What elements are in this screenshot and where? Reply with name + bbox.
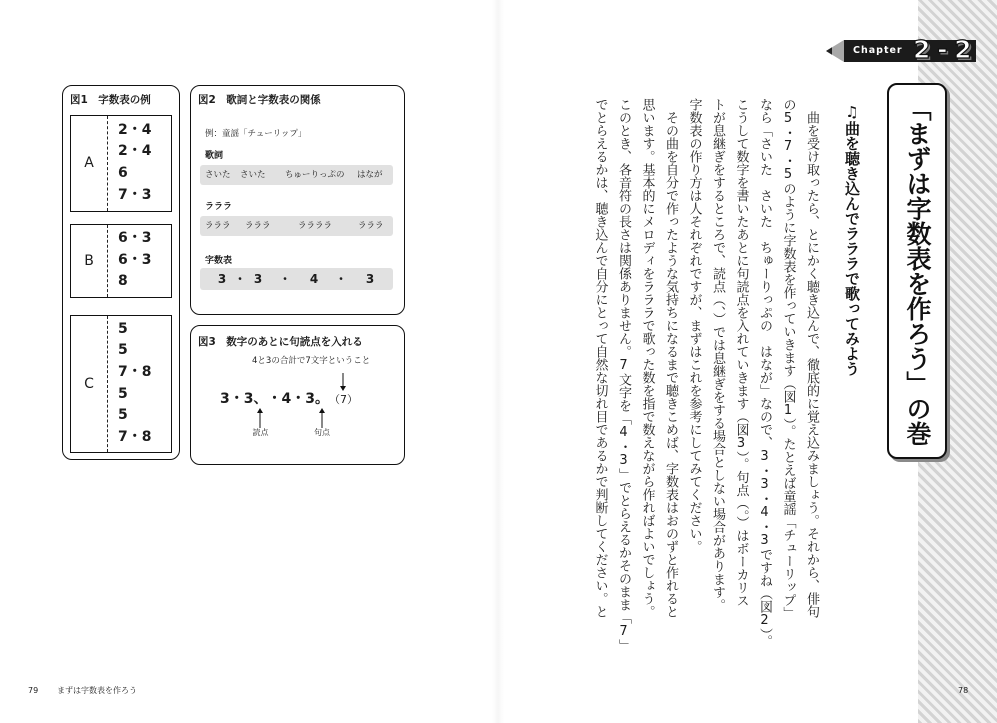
- total-note: 4と3の合計で7文字ということ: [252, 356, 371, 366]
- dashed-divider: [107, 316, 108, 452]
- figure-3-title: 図3 数字のあとに句読点を入れる: [198, 336, 363, 348]
- count-line: 7・8: [118, 363, 152, 380]
- count-number: 4: [309, 271, 319, 286]
- body-line: このとき、各音符の長さは関係ありません。7文字を「4・3」でとらえるかそのまま「7」: [616, 98, 631, 652]
- lalala-label: ラララ: [205, 202, 233, 212]
- period-mark: [313, 390, 330, 437]
- comma-label: 読点: [252, 428, 269, 437]
- lyrics-bar: [200, 165, 393, 185]
- total-pointer: [339, 373, 347, 391]
- count-line: 2・4: [118, 143, 152, 160]
- lyric-segment: はなが: [357, 169, 383, 180]
- count-separator: ・: [233, 271, 247, 286]
- page-number-right: 78: [958, 686, 969, 695]
- count-separator: ・: [278, 271, 292, 286]
- figure-2-title: 図2 歌詞と字数表の関係: [198, 94, 321, 106]
- body-line: その曲を自分で作ったような気持ちになるまで聴きこめば、字数表はおのずと作れると: [663, 111, 678, 618]
- figure-1: [62, 85, 180, 460]
- figure-2: [190, 85, 405, 315]
- comma-pointer: [252, 408, 268, 438]
- count-line: 7・3: [118, 186, 152, 203]
- comma-mark: [252, 390, 269, 437]
- lalala-segment: ララララ: [298, 220, 333, 231]
- example-caption: 例：童謡「チューリップ」: [205, 129, 307, 139]
- lalala-segment: ラララ: [358, 220, 384, 231]
- lyric-segment: さいた: [240, 169, 266, 180]
- pencil-tip-icon: [826, 40, 844, 62]
- body-line: 思います。基本的にメロディをラララで歌った数を指で数えながら作ればよいでしょう。: [639, 98, 655, 618]
- arrow-up-icon: [256, 408, 264, 428]
- chapter-number: 2 - 2: [913, 35, 971, 64]
- group-label: C: [84, 375, 94, 392]
- body-line: なら「さいた さいた ちゅーりっぷの はなが」なので、3・3・4・3ですね（図2）。: [757, 98, 772, 648]
- figure-3: [190, 325, 405, 465]
- count-line: 5: [118, 320, 128, 337]
- sequence-part: ・4・3: [267, 391, 315, 407]
- lalala-segment: ラララ: [245, 220, 271, 231]
- group-b: [70, 224, 172, 298]
- lyrics-label: 歌詞: [205, 151, 224, 161]
- chapter-label: Chapter: [853, 45, 903, 56]
- count-number: 3: [217, 271, 227, 286]
- subheading: [842, 103, 862, 376]
- lyric-segment: ちゅーりっぷの: [285, 169, 345, 180]
- count-list: [118, 116, 151, 211]
- count-line: 8: [118, 273, 128, 290]
- group-c: [70, 315, 172, 453]
- dashed-divider: [107, 116, 108, 211]
- page-number-left: 79: [28, 686, 39, 695]
- body-line: こうして数字を書いたあとに句読点を入れていきます（図3）。句点（。）はボーカリス: [733, 98, 749, 607]
- count-line: 6: [118, 165, 128, 181]
- period-label: 句点: [313, 428, 330, 437]
- body-line: 曲を受け取ったら、とにかく聴き込んで、徹底的に覚え込みましょう。それから、俳句: [804, 111, 819, 618]
- arrow-up-icon: [318, 408, 326, 428]
- count-line: 5: [118, 342, 128, 359]
- count-line: 6・3: [118, 230, 152, 247]
- page-gutter: [492, 0, 504, 723]
- comma-glyph: 、: [253, 391, 268, 407]
- subheading-text: 曲を聴き込んでラララで歌ってみよう: [843, 121, 861, 376]
- period-pointer: [314, 408, 330, 438]
- body-text: [588, 98, 823, 652]
- count-line: 5: [118, 407, 128, 424]
- figure-1-title: 図1 字数表の例: [70, 94, 151, 106]
- music-note-icon: ♫: [843, 103, 861, 121]
- count-list: [118, 225, 151, 297]
- count-list: [118, 316, 151, 452]
- lyric-segment: さいた: [205, 169, 231, 180]
- count-table-bar: [200, 268, 393, 290]
- count-line: 2・4: [118, 121, 152, 138]
- count-line: 6・3: [118, 251, 152, 268]
- body-line: 字数表の作り方は人それぞれですが、まずはこれを参考にしてみてください。: [686, 98, 702, 553]
- section-title: 「まずは字数表を作ろう」の巻: [903, 96, 932, 446]
- running-title: まずは字数表を作ろう: [57, 686, 137, 695]
- lalala-segment: ラララ: [205, 220, 231, 231]
- group-label: B: [84, 252, 94, 269]
- arrow-down-icon: [339, 373, 347, 391]
- dashed-divider: [107, 225, 108, 297]
- sequence-part: 3・3: [220, 391, 254, 407]
- body-line: の5・7・5のように字数表を作っていきます（図1）。たとえば童謡「チューリップ」: [780, 98, 796, 620]
- body-line: でとらえるかは、聴き込んで自分にとって自然な切れ目であるかで判断してください。と: [592, 98, 608, 618]
- chapter-tab: [826, 35, 976, 64]
- total-glyph: （7）: [328, 393, 358, 406]
- count-line: 7・8: [118, 428, 152, 445]
- body-line: トが息継ぎをするところで、読点（、）では息継ぎをする場合としない場合があります。: [710, 98, 725, 612]
- group-a: [70, 115, 172, 212]
- count-table-label: 字数表: [205, 256, 233, 266]
- lalala-bar: [200, 216, 393, 236]
- punctuated-sequence: [220, 390, 358, 437]
- count-number: 3: [253, 271, 263, 286]
- count-number: 3: [365, 271, 375, 286]
- period-glyph: 。: [314, 391, 329, 407]
- count-line: 5: [118, 385, 128, 402]
- total-mark: [329, 391, 358, 409]
- group-label: A: [84, 155, 94, 171]
- section-title-box: [887, 83, 947, 459]
- count-separator: ・: [334, 271, 348, 286]
